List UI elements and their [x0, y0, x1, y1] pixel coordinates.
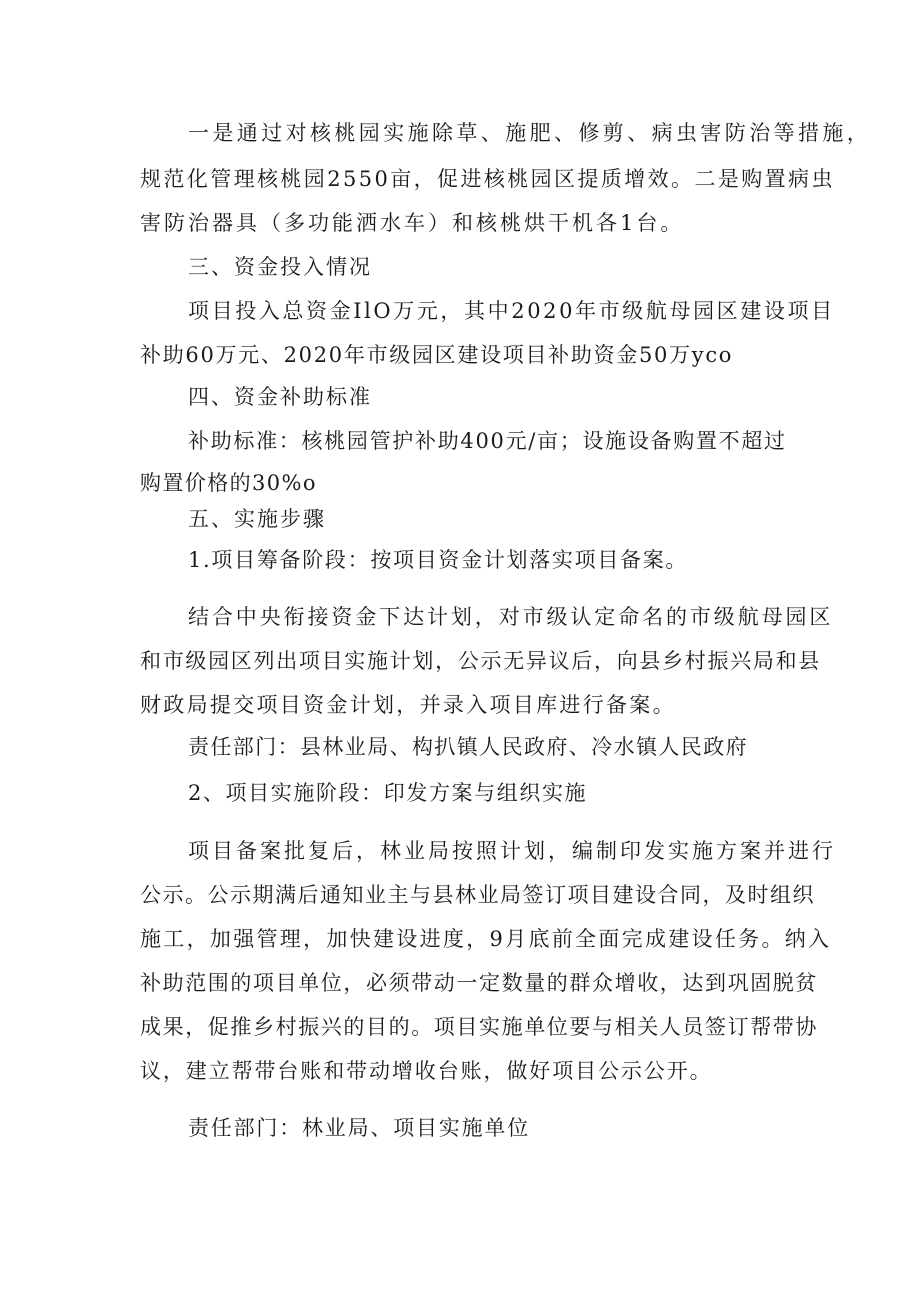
- paragraph-line-implementation-1: 项目备案批复后，林业局按照计划，编制印发实施方案并进行: [188, 839, 836, 863]
- responsible-departments-2: 责任部门：林业局、项目实施单位: [188, 1116, 530, 1140]
- paragraph-line-measures-2: 规范化管理核桃园2550亩，促进核桃园区提质增效。二是购置病虫: [140, 167, 835, 191]
- section-heading-steps: 五、实施步骤: [188, 507, 326, 531]
- paragraph-line-implementation-3: 施工，加强管理，加快建设进度，9月底前全面完成建设任务。纳入: [140, 927, 832, 951]
- paragraph-line-implementation-2: 公示。公示期满后通知业主与县林业局签订项目建设合同，及时组织: [140, 883, 815, 907]
- paragraph-line-measures-3: 害防治器具（多功能洒水车）和核桃烘干机各1台。: [140, 211, 685, 235]
- paragraph-line-preparation-1: 结合中央衔接资金下达计划，对市级认定命名的市级航母园区: [188, 605, 834, 629]
- paragraph-line-funding-1: 项目投入总资金IlO万元，其中2020年市级航母园区建设项目: [188, 299, 835, 323]
- paragraph-line-implementation-6: 议，建立帮带台账和带动增收台账，做好项目公示公开。: [140, 1059, 713, 1083]
- paragraph-line-measures-1: 一是通过对核桃园实施除草、施肥、修剪、病虫害防治等措施，: [188, 121, 872, 145]
- paragraph-line-implementation-4: 补助范围的项目单位，必须带动一定数量的群众增收，达到巩固脱贫: [140, 971, 818, 995]
- paragraph-line-preparation-2: 和市级园区列出项目实施计划，公示无异议后，向县乡村振兴局和县: [140, 649, 821, 673]
- section-heading-funding: 三、资金投入情况: [188, 255, 372, 279]
- step-heading-preparation: 1.项目筹备阶段：按项目资金计划落实项目备案。: [188, 548, 689, 572]
- paragraph-line-preparation-3: 财政局提交项目资金计划，并录入项目库进行备案。: [140, 693, 676, 717]
- step-heading-implementation: 2、项目实施阶段：印发方案与组织实施: [188, 781, 588, 805]
- responsible-departments-1: 责任部门：县林业局、构扒镇人民政府、冷水镇人民政府: [188, 735, 748, 759]
- paragraph-line-implementation-5: 成果，促推乡村振兴的目的。项目实施单位要与相关人员签订帮带协: [140, 1015, 818, 1039]
- paragraph-line-funding-2: 补助60万元、2020年市级园区建设项目补助资金50万yco: [140, 343, 734, 367]
- section-heading-subsidy-standard: 四、资金补助标准: [188, 385, 372, 409]
- paragraph-line-subsidy-2: 购置价格的30%o: [140, 471, 317, 495]
- paragraph-line-subsidy-1: 补助标准：核桃园管护补助400元/亩；设施设备购置不超过: [188, 429, 787, 453]
